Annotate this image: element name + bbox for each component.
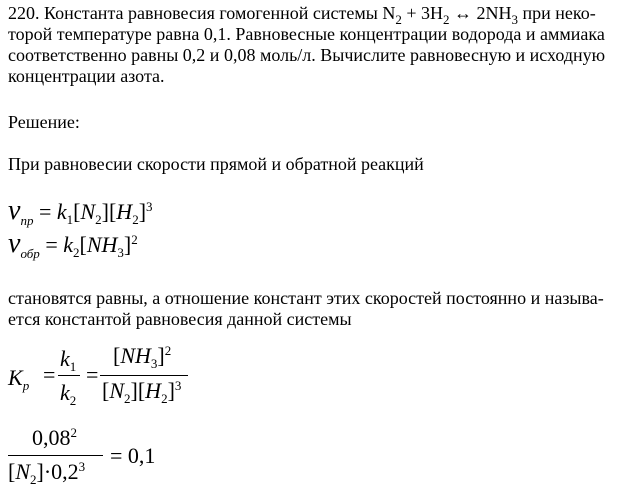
fraction-denominator-n2-h2 [102, 378, 181, 404]
ammonia-symbol: NH [120, 343, 151, 368]
fraction-bar [100, 375, 188, 376]
nitrogen-symbol: N [15, 459, 31, 484]
ammonia-concentration: 0,08 [32, 425, 71, 450]
problem-line-3: соответственно равны 0,2 и 0,08 моль/л. Вычислите равновесную и исходную [8, 45, 606, 65]
nitrogen-symbol: N [109, 378, 125, 403]
bracket: ] [157, 343, 165, 368]
bracket: [ [102, 378, 110, 403]
bracket: ][ [101, 199, 117, 224]
bracket: ] [167, 378, 175, 403]
ammonia-symbol: NH [86, 232, 118, 257]
subscript: 1 [69, 359, 77, 374]
subscript: 2 [73, 245, 80, 260]
bracket: ] [36, 459, 44, 484]
subscript: 2 [132, 212, 139, 227]
problem-line-2: торой температуре равна 0,1. Равновесные концентрации водорода и аммиака [8, 24, 605, 44]
subscript: пр [20, 213, 34, 228]
subscript: 2 [161, 391, 168, 406]
equals-sign: = [45, 232, 58, 257]
subscript: 3 [511, 12, 518, 27]
subscript: 1 [66, 212, 74, 227]
fraction-k2-denominator [60, 380, 76, 406]
equals-sign: = [110, 443, 123, 468]
numeric-numerator [32, 425, 77, 451]
fraction-bar [8, 455, 103, 456]
equation-reverse-rate [8, 228, 138, 260]
numeric-denominator [8, 459, 85, 485]
nitrogen-symbol: N [80, 199, 96, 224]
exponent: 2 [164, 343, 172, 358]
result-value: 0,1 [127, 443, 156, 468]
bracket: ] [138, 199, 147, 224]
bracket: [ [79, 232, 87, 257]
bracket: [ [8, 459, 16, 484]
bracket: [ [73, 199, 81, 224]
kp-symbol [8, 365, 29, 391]
exponent: 2 [131, 232, 138, 247]
hydrogen-symbol: H [116, 199, 133, 224]
rate-constant: k [63, 232, 73, 257]
fraction-bar [58, 375, 80, 376]
subscript: 3 [150, 356, 158, 371]
bracket: [ [113, 343, 121, 368]
numeric-result [110, 443, 155, 469]
text-line-2: ется константой равновесия данной системы [8, 309, 352, 329]
rate-constant: k [56, 199, 67, 224]
problem-text: ↔ 2NH [449, 3, 512, 23]
multiply-dot: · [43, 459, 52, 484]
rate-constant: k [60, 346, 70, 371]
rate-constant: k [60, 380, 70, 405]
subscript: p [22, 378, 30, 393]
equals-sign-1: = [43, 362, 56, 387]
subscript: 2 [443, 12, 450, 27]
exponent: 3 [78, 459, 86, 474]
exponent: 3 [174, 378, 182, 393]
fraction-numerator-nh3 [113, 343, 171, 369]
hydrogen-concentration: 0,2 [51, 459, 79, 484]
problem-text: + 3H [401, 3, 443, 23]
bracket: ][ [130, 378, 146, 403]
fraction-k1-numerator [60, 346, 76, 372]
subscript: 2 [124, 391, 131, 406]
subscript: 2 [69, 393, 77, 408]
bracket: ] [123, 232, 132, 257]
problem-text: при неко- [518, 3, 596, 23]
subscript: 2 [95, 212, 102, 227]
nu-symbol: ν [8, 228, 21, 259]
subscript: 3 [117, 245, 124, 260]
subscript: 2 [30, 472, 37, 487]
solution-heading: Решение: [8, 112, 80, 132]
subscript: 2 [395, 12, 402, 27]
problem-text: 220. Константа равновесия гомогенной системы N [8, 3, 396, 23]
nu-symbol: ν [8, 195, 21, 226]
problem-line-1 [8, 3, 596, 25]
equals-sign: = [38, 199, 52, 224]
subscript: обр [20, 246, 40, 261]
kp-letter: K [8, 365, 23, 390]
exponent: 2 [70, 425, 77, 440]
exponent: 3 [146, 199, 153, 214]
intro-text: При равновесии скорости прямой и обратной реакций [8, 154, 424, 174]
equation-forward-rate [8, 195, 153, 227]
problem-line-4: концентрации азота. [8, 66, 165, 86]
equals-sign-2: = [86, 362, 99, 387]
hydrogen-symbol: H [145, 378, 162, 403]
text-line-1: становятся равны, а отношение констант этих скоростей постоянно и называ- [8, 288, 604, 308]
